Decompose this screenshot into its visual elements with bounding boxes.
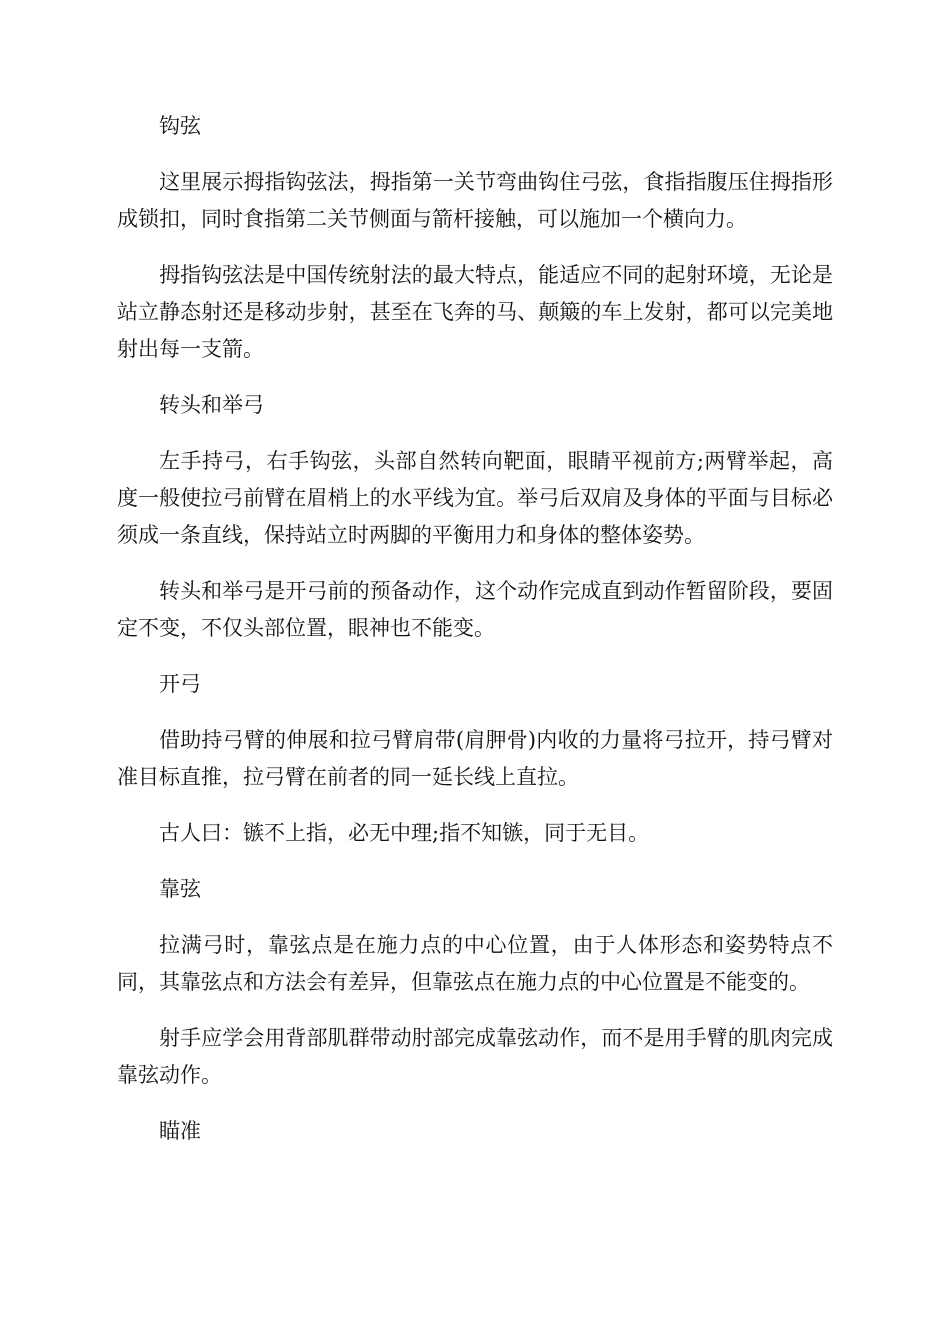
paragraph-anchor-point: 拉满弓时，靠弦点是在施力点的中心位置，由于人体形态和姿势特点不同，其靠弦点和方法会有差异，但靠弦点在施力点的中心位置是不能变的。 (117, 933, 833, 994)
paragraph-draw-bow: 借助持弓臂的伸展和拉弓臂肩带(肩胛骨)内收的力量将弓拉开，持弓臂对准目标直推，拉弓臂在前者的同一延长线上直拉。 (117, 728, 833, 789)
paragraph-raise-bow: 左手持弓，右手钩弦，头部自然转向靶面，眼睛平视前方;两臂举起，高度一般使拉弓前臂在眉梢上的水平线为宜。举弓后双肩及身体的平面与目标必须成一条直线，保持站立时两脚的平衡用力和身体的整体姿势。 (117, 449, 833, 547)
section-heading-aim: 瞄准 (159, 1119, 201, 1143)
paragraph-thumb-draw-feature: 拇指钩弦法是中国传统射法的最大特点，能适应不同的起射环境，无论是站立静态射还是移动步射，甚至在飞奔的马、颠簸的车上发射，都可以完美地射出每一支箭。 (117, 263, 833, 361)
document-body (117, 108, 833, 1169)
section-heading-turn-head-raise-bow: 转头和举弓 (159, 393, 264, 417)
paragraph-ancient-quote: 古人曰：镞不上指，必无中理;指不知镞，同于无目。 (159, 821, 650, 845)
paragraph-anchor-back-muscles: 射手应学会用背部肌群带动肘部完成靠弦动作，而不是用手臂的肌肉完成靠弦动作。 (117, 1026, 833, 1087)
section-heading-anchor: 靠弦 (159, 877, 201, 901)
paragraph-thumb-draw: 这里展示拇指钩弦法，拇指第一关节弯曲钩住弓弦，食指指腹压住拇指形成锁扣，同时食指第二关节侧面与箭杆接触，可以施加一个横向力。 (117, 170, 833, 231)
section-heading-draw-bow: 开弓 (159, 672, 201, 696)
paragraph-raise-bow-prep: 转头和举弓是开弓前的预备动作，这个动作完成直到动作暂留阶段，要固定不变，不仅头部位置，眼神也不能变。 (117, 579, 833, 640)
section-heading-hook-string: 钩弦 (159, 114, 201, 138)
